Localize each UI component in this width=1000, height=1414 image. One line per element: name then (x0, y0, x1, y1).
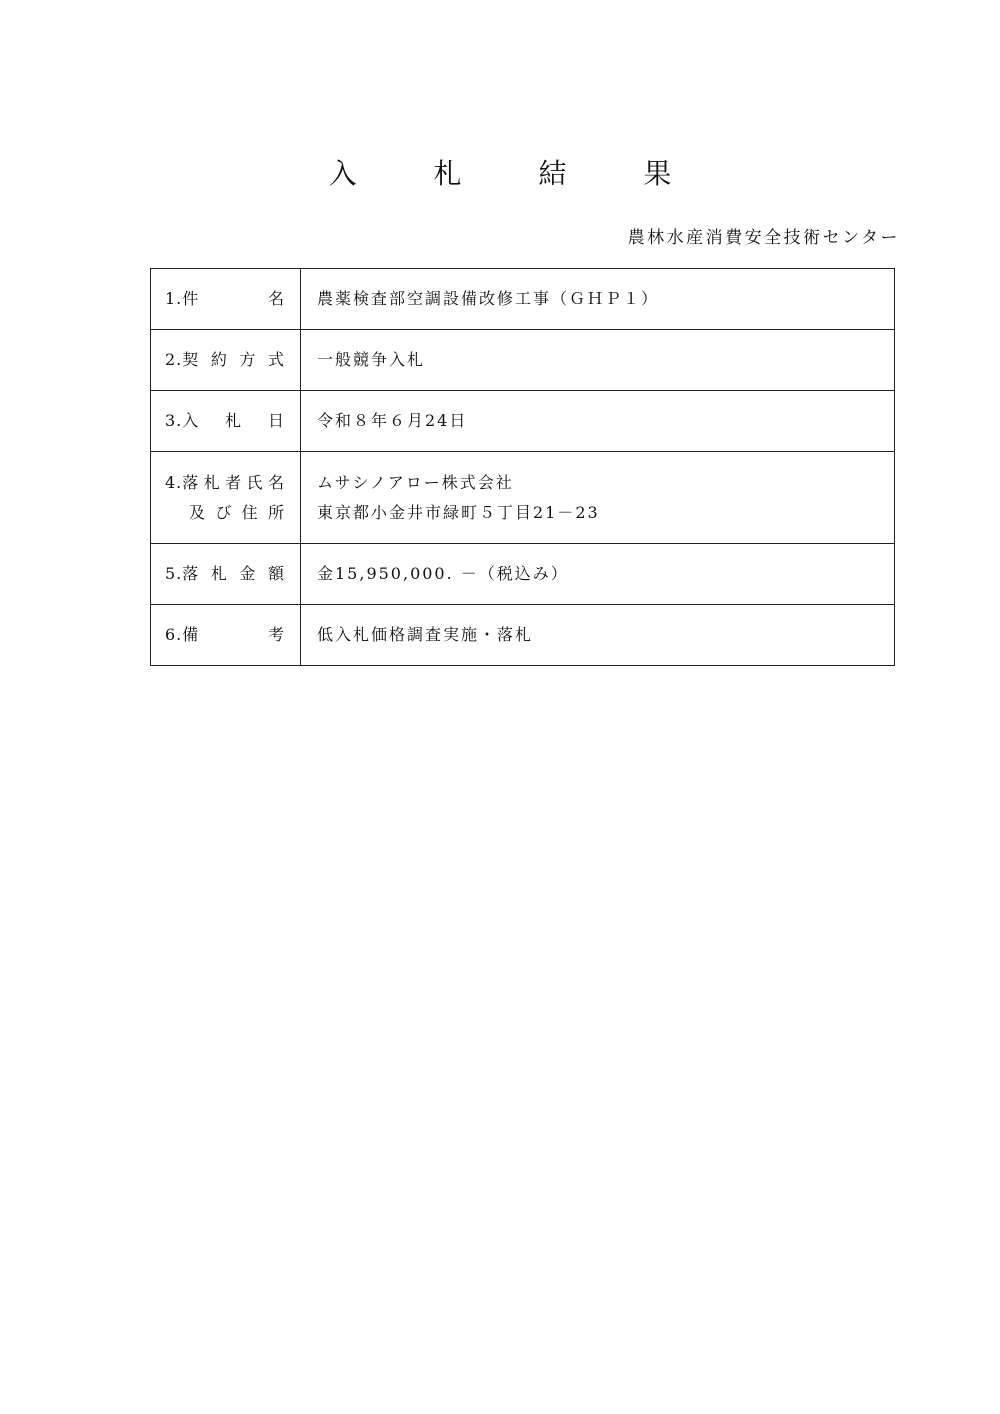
label-char: 落 (182, 472, 201, 492)
label-char: 方 (239, 350, 258, 369)
label-char: 額 (267, 564, 286, 583)
remarks: 低入札価格調査実施・落札 (317, 625, 534, 644)
label-char: 入 (182, 411, 201, 430)
label-char: 落 (182, 564, 201, 583)
label-char: 約 (210, 350, 229, 369)
table-row (151, 605, 895, 666)
row-label (151, 391, 301, 452)
row-value (301, 269, 895, 330)
table-row (151, 452, 895, 544)
label-char: 札 (203, 472, 222, 492)
row-label (151, 330, 301, 391)
row-number: 1. (165, 289, 183, 308)
label-char: 式 (267, 350, 286, 369)
winner-name: ムサシノアロー株式会社 (317, 472, 514, 492)
label-char: 札 (225, 411, 244, 430)
label-char: 名 (267, 472, 286, 492)
row-number: 4. (165, 472, 183, 492)
row-label (151, 269, 301, 330)
label-char: 備 (182, 625, 201, 644)
row-number: 2. (165, 350, 183, 369)
label-char: 日 (267, 411, 286, 430)
label-char: 契 (182, 350, 201, 369)
result-table (150, 268, 895, 666)
label-char: 所 (267, 502, 286, 522)
organization-name: 農林水産消費安全技術センター (627, 228, 900, 248)
row-value (301, 544, 895, 605)
winner-address: 東京都小金井市緑町５丁目21－23 (317, 502, 600, 522)
label-char: 氏 (246, 472, 265, 492)
row-value (301, 452, 895, 544)
table-row (151, 391, 895, 452)
label-char: 名 (267, 289, 286, 308)
label-char: 金 (239, 564, 258, 583)
label-char: 及 (189, 502, 208, 522)
label-char: 住 (241, 502, 260, 522)
table-row (151, 544, 895, 605)
row-value (301, 605, 895, 666)
bid-date: 令和８年６月24日 (317, 411, 468, 430)
table-row (151, 330, 895, 391)
row-label (151, 544, 301, 605)
project-name: 農薬検査部空調設備改修工事（ＧＨＰ１） (317, 289, 660, 308)
label-char: 札 (210, 564, 229, 583)
row-number: 5. (165, 564, 183, 583)
label-char: 考 (267, 625, 286, 644)
row-value (301, 391, 895, 452)
bid-amount: 金15,950,000. －（税込み） (317, 564, 569, 583)
row-label (151, 452, 301, 544)
row-number: 6. (165, 625, 183, 644)
label-char: び (215, 502, 234, 522)
table-row (151, 269, 895, 330)
contract-method: 一般競争入札 (317, 350, 426, 369)
row-number: 3. (165, 411, 183, 430)
page-title: 入 札 結 果 (328, 157, 706, 190)
row-label (151, 605, 301, 666)
label-char: 者 (225, 472, 244, 492)
label-char: 件 (182, 289, 201, 308)
row-value (301, 330, 895, 391)
